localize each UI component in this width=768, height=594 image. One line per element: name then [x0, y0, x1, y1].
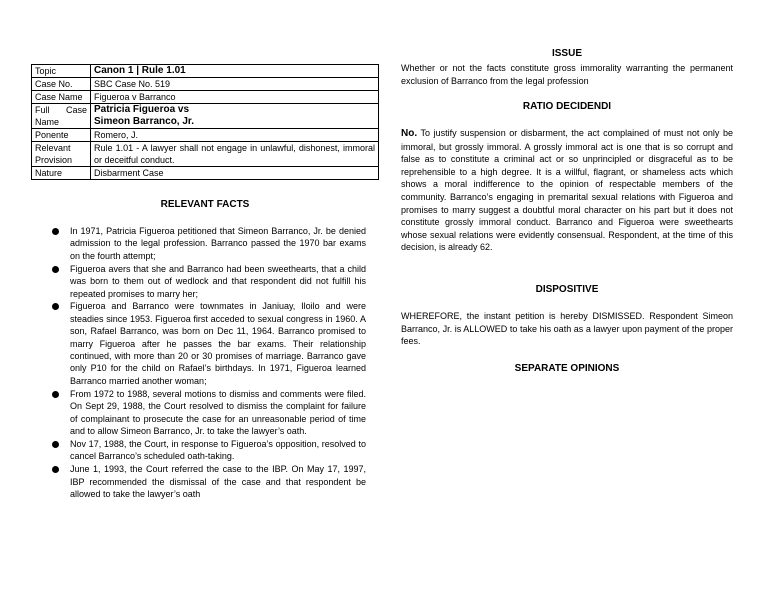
table-row — [32, 78, 379, 91]
fact-text: Figueroa avers that she and Barranco had been sweethearts, that a child was born to them out of wedlock and that respondent did not fulfill his repeated promises to marry her; — [70, 263, 366, 299]
table-value: Canon 1 | Rule 1.01 — [91, 65, 379, 78]
bullet-icon — [52, 466, 59, 473]
table-row — [32, 129, 379, 142]
list-item — [52, 300, 366, 387]
dispositive-text: WHEREFORE, the instant petition is hereby DISMISSED. Respondent Simeon Barranco, Jr. is ALLOWED to take his oath as a lawyer upon payment of the proper fees. — [401, 311, 733, 347]
table-key: Topic — [32, 65, 91, 78]
list-item — [52, 438, 366, 463]
table-key-line: Provision — [35, 155, 73, 165]
bullet-icon — [52, 303, 59, 310]
dispositive-heading: DISPOSITIVE — [535, 284, 599, 295]
list-item — [52, 463, 366, 500]
table-key — [32, 104, 91, 129]
table-key: Ponente — [32, 129, 91, 142]
bullet-icon — [52, 228, 59, 235]
table-row — [32, 65, 379, 78]
fact-text: Figueroa and Barranco were townmates in Janiuay, Iloilo and were steadies since 1953. Figueroa first acceded to sexual congress in 1960. A son, Rafael Barranco, was born on Dec 11, 1964. Barranco promised to marry Figueroa after he passes the bar exams. Their relationship continued, with more than 20 or 30 promises of marriage. Barranco gave only P10 for the child on Rafael’s birthdays. In 1971, Figueroa learned Barranco married another woman; — [70, 301, 366, 386]
table-row — [32, 104, 379, 129]
case-info-table — [31, 64, 379, 180]
table-value: Disbarment Case — [91, 167, 379, 180]
table-value-line: Patricia Figueroa vs — [94, 104, 190, 115]
separate-opinions-heading: SEPARATE OPINIONS — [514, 363, 620, 374]
bullet-icon — [52, 266, 59, 273]
list-item — [52, 388, 366, 438]
table-key: Case Name — [32, 91, 91, 104]
table-key-line: Relevant — [35, 143, 71, 153]
table-key: Case No. — [32, 78, 91, 91]
fact-text: June 1, 1993, the Court referred the case to the IBP. On May 17, 1997, IBP recommended the dismissal of the case and that respondent be allowed to take the lawyer’s oath — [70, 464, 366, 500]
issue-text: Whether or not the facts constitute gross immorality warranting the permanent exclusion of Barranco from the legal profession — [401, 63, 733, 86]
table-key-line: Name — [35, 117, 60, 127]
fact-text: From 1972 to 1988, several motions to dismiss and comments were filed. On Sept 29, 1988, the Court resolved to dismiss the complaint for failure of complainant to prosecute the case for an unreasonable period of time and to allow Simeon Barranco, Jr. to take the lawyer’s oath. — [70, 388, 366, 436]
table-value: Romero, J. — [91, 129, 379, 142]
relevant-facts-heading: RELEVANT FACTS — [160, 199, 250, 210]
relevant-facts-list — [52, 225, 366, 501]
table-value: Rule 1.01 - A lawyer shall not engage in unlawful, dishonest, immoral or deceitful conduct. — [91, 142, 379, 167]
table-key — [32, 142, 91, 167]
ratio-heading: RATIO DECIDENDI — [522, 101, 612, 112]
ratio-answer-label: No. — [401, 128, 418, 139]
table-value — [91, 104, 379, 129]
table-key-line: Full Case — [35, 105, 87, 115]
table-row — [32, 91, 379, 104]
table-row — [32, 167, 379, 180]
issue-heading: ISSUE — [551, 48, 582, 59]
fact-text: In 1971, Patricia Figueroa petitioned that Simeon Barranco, Jr. be denied admission to the legal profession. Barranco passed the 1970 bar exams on the fourth attempt; — [70, 226, 366, 261]
fact-text: Nov 17, 1988, the Court, in response to Figueroa’s opposition, resolved to cancel Barranco’s scheduled oath-taking. — [70, 438, 366, 462]
list-item — [52, 263, 366, 300]
list-item — [52, 225, 366, 262]
table-value-line: Simeon Barranco, Jr. — [94, 116, 195, 127]
table-value: Figueroa v Barranco — [91, 91, 379, 104]
table-key: Nature — [32, 167, 91, 180]
ratio-body: To justify suspension or disbarment, the act complained of must not only be immoral, but grossly immoral. A grossly immoral act is one that is so corrupt and false as to constitute a criminal act or so unprincipled or disgraceful as to be reprehensible to a high degree. It is a willful, flagrant, or shameless acts which shows a moral indifference to the opinion of respectable members of the community. Barranco’s engaging in premarital sexual relations with Figueroa and promises to marry suggest a doubtful moral character on his part but it does not constitute grossly immoral conduct. Barranco and Figueroa were sweethearts whose sexual relations were evidently consensual. Respondent, at the time of this decision, is already 62. — [401, 128, 733, 253]
ratio-text — [401, 127, 733, 254]
bullet-icon — [52, 391, 59, 398]
bullet-icon — [52, 441, 59, 448]
table-row — [32, 142, 379, 167]
table-value: SBC Case No. 519 — [91, 78, 379, 91]
